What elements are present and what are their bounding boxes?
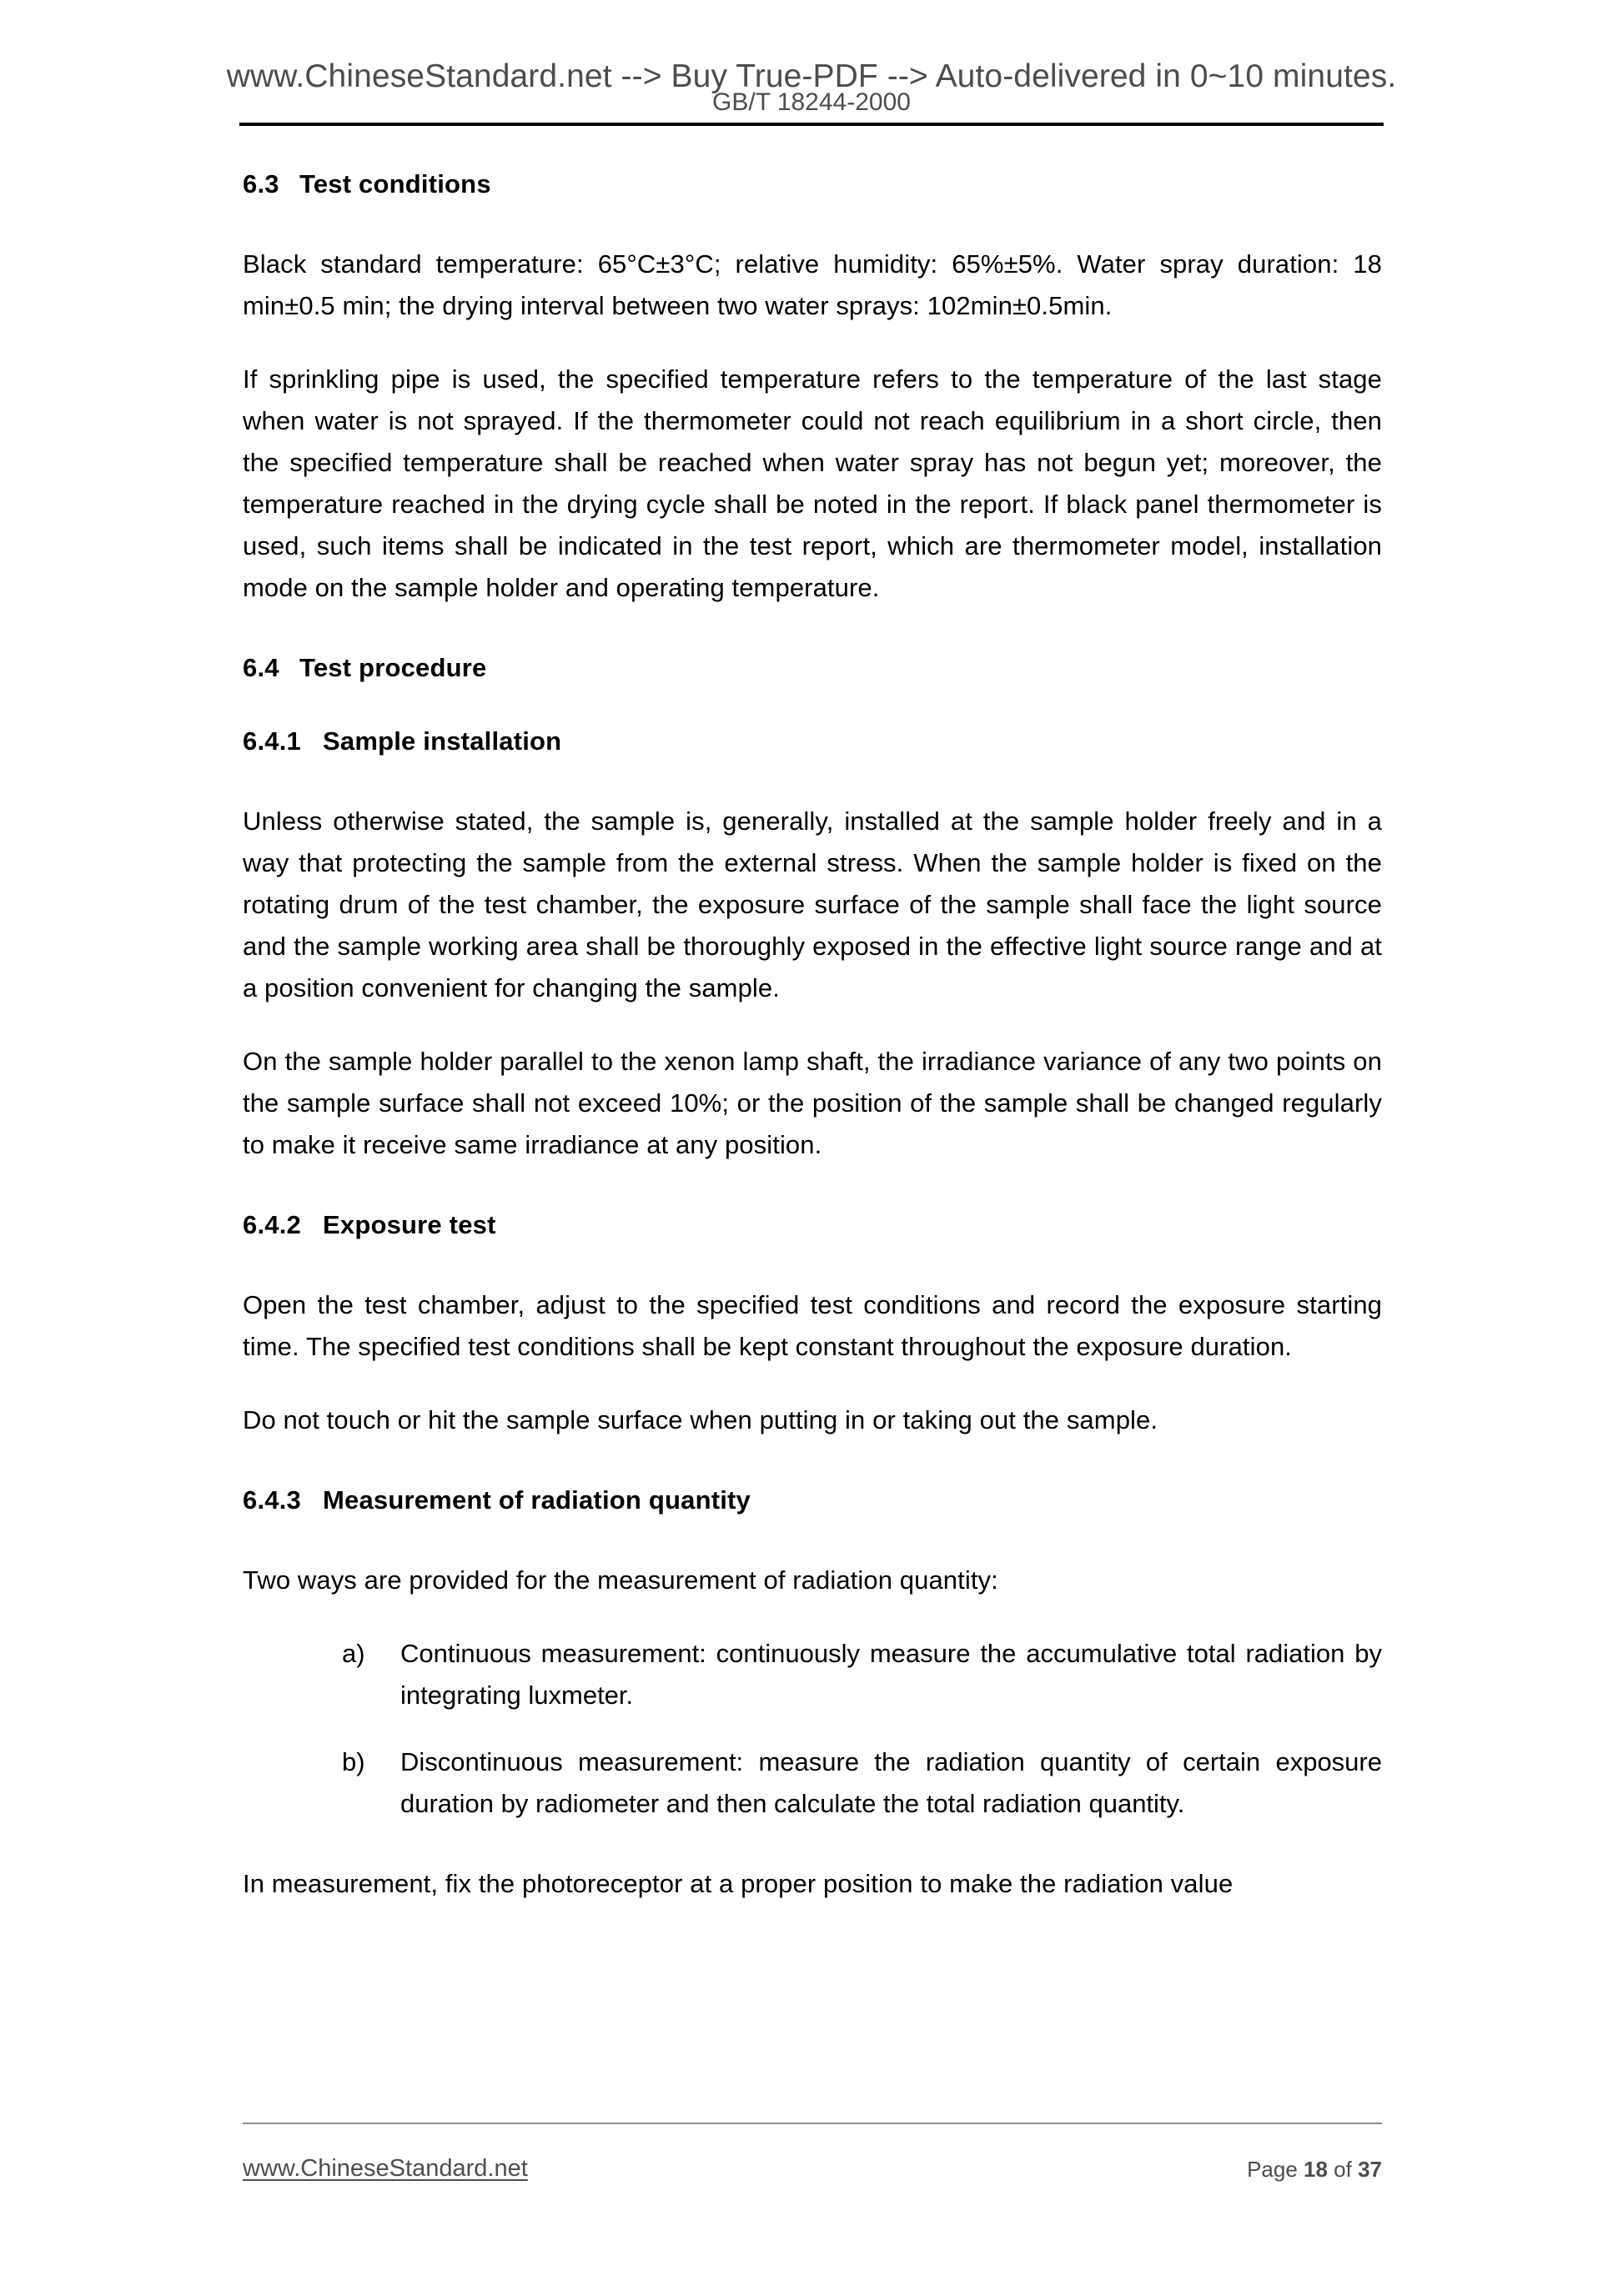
list-item-marker-b: b) bbox=[342, 1747, 365, 1776]
heading-6-4-3 bbox=[243, 1480, 1382, 1521]
list-item-marker-a: a) bbox=[342, 1639, 365, 1668]
heading-6-3-title: Test conditions bbox=[299, 169, 491, 198]
footer-page-current: 18 bbox=[1304, 2157, 1328, 2182]
measurement-methods-list bbox=[243, 1633, 1382, 1825]
header-standard-code: GB/T 18244-2000 bbox=[712, 88, 911, 116]
paragraph-sample-installation-2: On the sample holder parallel to the xenon lamp shaft, the irradiance variance of any two points on the sample surface shall not exceed 10%; or the position of the sample shall be changed regularly to make it receive same irradiance at any position. bbox=[243, 1047, 1382, 1159]
heading-6-4-number: 6.4 bbox=[243, 653, 279, 682]
heading-6-4-3-number: 6.4.3 bbox=[243, 1485, 301, 1515]
spacer bbox=[243, 609, 1382, 647]
header-standard-container bbox=[0, 90, 1623, 115]
paragraph-measurement-intro: Two ways are provided for the measurement of radiation quantity: bbox=[243, 1565, 998, 1595]
spacer bbox=[243, 327, 1382, 359]
heading-6-4-2-title: Exposure test bbox=[323, 1210, 496, 1239]
spacer bbox=[243, 762, 1382, 801]
spacer bbox=[243, 1368, 1382, 1399]
spacer bbox=[243, 1825, 1382, 1863]
heading-6-4 bbox=[243, 647, 1382, 689]
heading-6-4-1-number: 6.4.1 bbox=[243, 726, 301, 756]
paragraph-sample-installation-1: Unless otherwise stated, the sample is, generally, installed at the sample holder freely and in a way that protecting the sample from the external stress. When the sample holder is fixed on the rotating drum of the test chamber, the exposure surface of the sample shall face the light source and the sample working area shall be thoroughly exposed in the effective light source range and at a position convenient for changing the sample. bbox=[243, 806, 1382, 1002]
spacer bbox=[243, 1441, 1382, 1480]
paragraph-exposure-test-1: Open the test chamber, adjust to the specified test conditions and record the exposure starting time. The specified test conditions shall be kept constant throughout the exposure duration. bbox=[243, 1290, 1382, 1361]
heading-6-4-1-title: Sample installation bbox=[323, 726, 562, 756]
paragraph-measurement-trailing: In measurement, fix the photoreceptor at a proper position to make the radiation value bbox=[243, 1869, 1234, 1898]
list-item-text-a: Continuous measurement: continuously measure the accumulative total radiation by integrating luxmeter. bbox=[400, 1639, 1382, 1710]
heading-6-3 bbox=[243, 163, 1382, 205]
list-item-text-b: Discontinuous measurement: measure the radiation quantity of certain exposure duration by radiometer and then calculate the total radiation quantity. bbox=[400, 1747, 1382, 1818]
spacer bbox=[243, 689, 1382, 721]
heading-6-4-1 bbox=[243, 721, 1382, 762]
spacer bbox=[243, 1009, 1382, 1041]
header-watermark-text: www.ChineseStandard.net --> Buy True-PDF --> Auto-delivered in 0~10 minutes. bbox=[226, 58, 1397, 94]
footer-page-label: Page bbox=[1247, 2157, 1304, 2182]
heading-6-4-title: Test procedure bbox=[299, 653, 487, 682]
list-item bbox=[342, 1633, 1382, 1716]
heading-6-3-number: 6.3 bbox=[243, 169, 279, 198]
heading-6-4-3-title: Measurement of radiation quantity bbox=[323, 1485, 751, 1515]
footer-page-of: of bbox=[1327, 2157, 1359, 2182]
footer-divider-rule bbox=[243, 2123, 1382, 2124]
footer-page-total: 37 bbox=[1358, 2157, 1382, 2182]
spacer bbox=[243, 205, 1382, 244]
header-divider-rule bbox=[239, 123, 1384, 126]
spacer bbox=[243, 1601, 1382, 1633]
footer-site-link[interactable]: www.ChineseStandard.net bbox=[243, 2155, 528, 2182]
paragraph-test-conditions-1: Black standard temperature: 65°C±3°C; relative humidity: 65%±5%. Water spray duration: 18 min±0.5 min; the drying interval between two water sprays: 102min±0.5min. bbox=[243, 249, 1382, 320]
heading-6-4-2 bbox=[243, 1204, 1382, 1246]
heading-6-4-2-number: 6.4.2 bbox=[243, 1210, 301, 1239]
spacer bbox=[243, 1166, 1382, 1204]
footer-page-number bbox=[243, 2157, 1382, 2183]
paragraph-test-conditions-2: If sprinkling pipe is used, the specified temperature refers to the temperature of the last stage when water is not sprayed. If the thermometer could not reach equilibrium in a short circle, then the specified temperature shall be reached when water spray has not begun yet; moreover, the temperature reached in the drying cycle shall be noted in the report. If black panel thermometer is used, such items shall be indicated in the test report, which are thermometer model, installation mode on the sample holder and operating temperature. bbox=[243, 364, 1382, 602]
document-content bbox=[243, 163, 1382, 1905]
spacer bbox=[243, 1521, 1382, 1560]
list-item bbox=[342, 1741, 1382, 1825]
spacer bbox=[243, 1246, 1382, 1284]
paragraph-exposure-test-2: Do not touch or hit the sample surface when putting in or taking out the sample. bbox=[243, 1405, 1158, 1434]
